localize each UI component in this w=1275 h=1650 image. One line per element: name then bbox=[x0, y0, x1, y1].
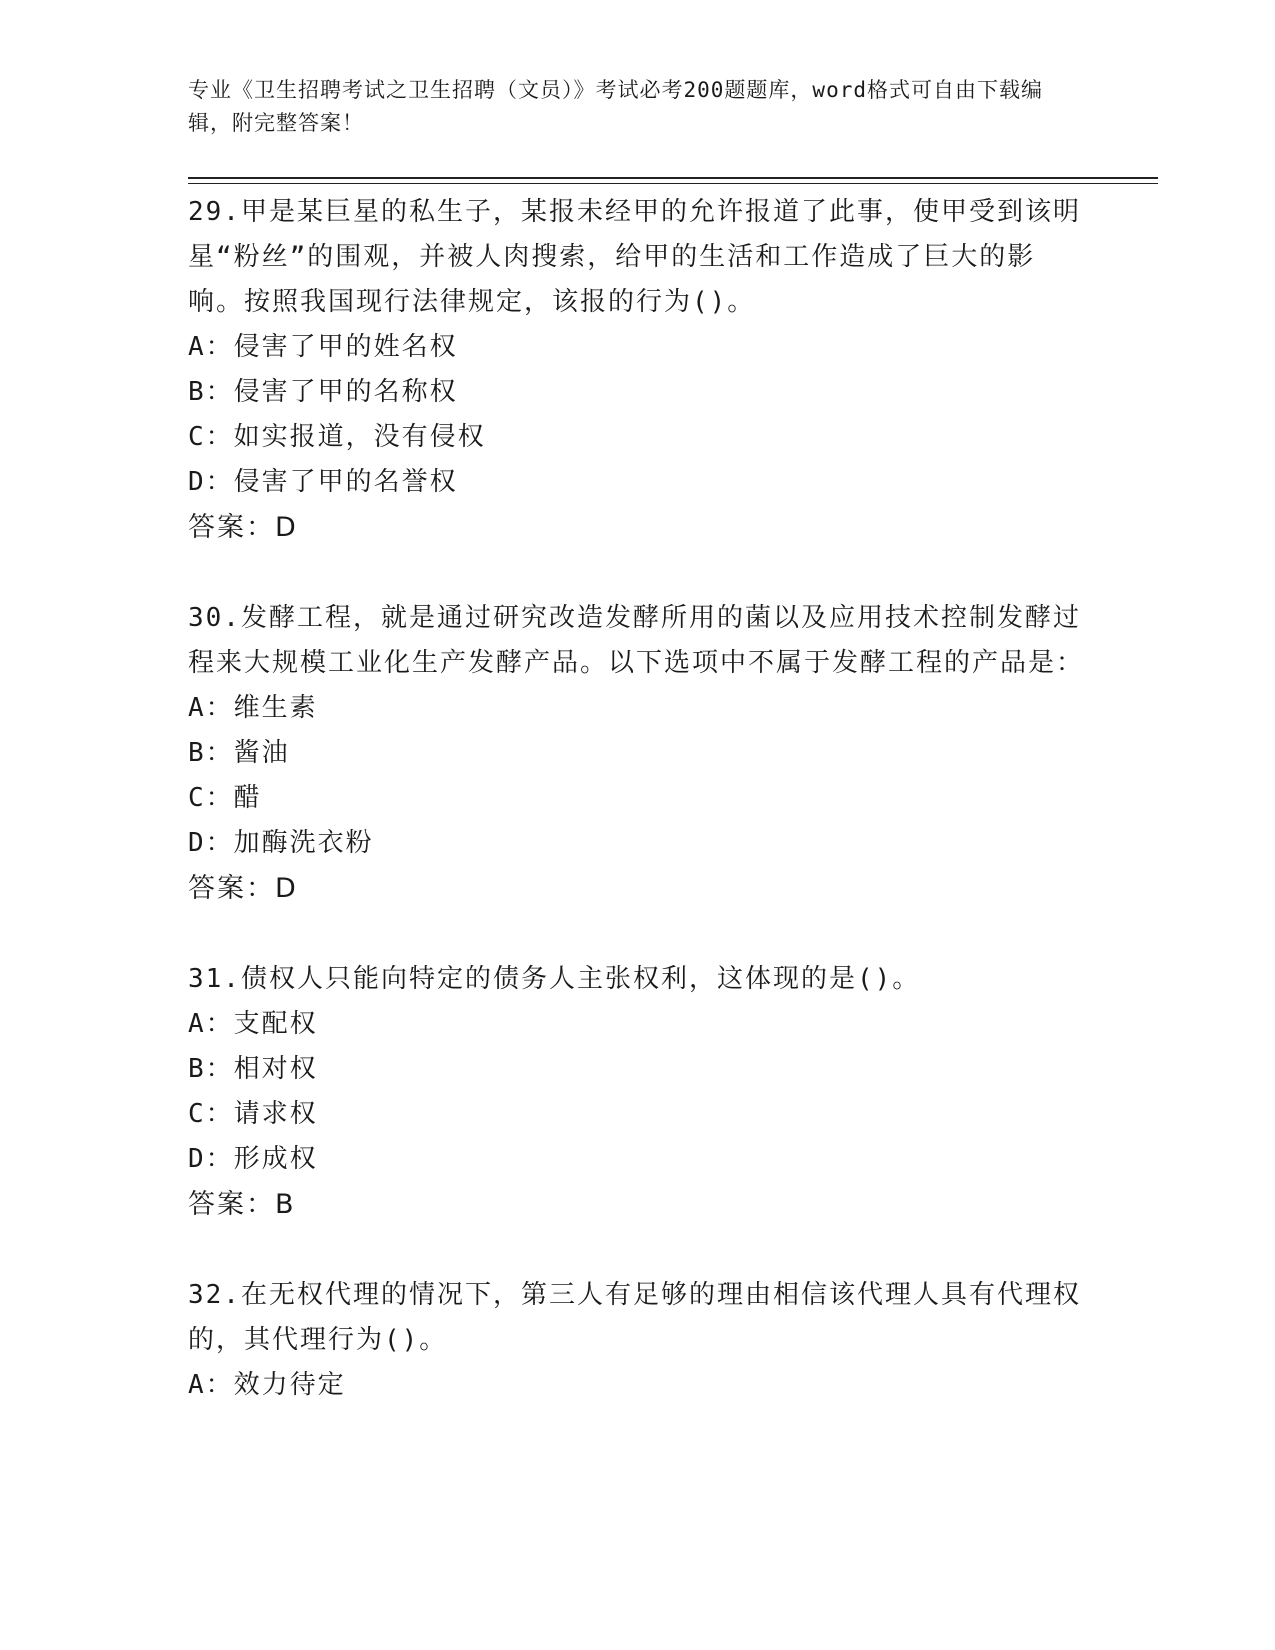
option-a: A：维生素 bbox=[188, 693, 318, 723]
answer-line: 答案：B bbox=[188, 1189, 296, 1220]
question-spacer bbox=[188, 911, 1088, 957]
question-31 bbox=[188, 957, 1088, 1227]
question-list bbox=[188, 190, 1088, 1408]
question-30 bbox=[188, 596, 1088, 911]
question-stem: 30.发酵工程，就是通过研究改造发酵所用的菌以及应用技术控制发酵过程来大规模工业化生产发酵产品。以下选项中不属于发酵工程的产品是： bbox=[188, 603, 1085, 678]
option-a: A：效力待定 bbox=[188, 1370, 346, 1400]
option-a: A：支配权 bbox=[188, 1009, 318, 1039]
answer-line: 答案：D bbox=[188, 512, 298, 543]
header-divider-thick bbox=[188, 177, 1158, 179]
header-divider-thin bbox=[188, 183, 1158, 184]
option-d: D：形成权 bbox=[188, 1144, 318, 1174]
option-b: B：相对权 bbox=[188, 1054, 318, 1084]
question-spacer bbox=[188, 1227, 1088, 1273]
document-header: 专业《卫生招聘考试之卫生招聘（文员）》考试必考200题题库，word格式可自由下载编辑，附完整答案！ bbox=[188, 78, 1043, 135]
question-stem: 32.在无权代理的情况下，第三人有足够的理由相信该代理人具有代理权的，其代理行为()。 bbox=[188, 1280, 1081, 1355]
option-b: B：酱油 bbox=[188, 738, 290, 768]
option-a: A：侵害了甲的姓名权 bbox=[188, 332, 458, 362]
option-d: D：加酶洗衣粉 bbox=[188, 828, 374, 858]
question-32 bbox=[188, 1273, 1088, 1408]
option-c: C：请求权 bbox=[188, 1099, 318, 1129]
option-b: B：侵害了甲的名称权 bbox=[188, 377, 458, 407]
option-d: D：侵害了甲的名誉权 bbox=[188, 467, 458, 497]
question-spacer bbox=[188, 550, 1088, 596]
question-stem: 31.债权人只能向特定的债务人主张权利，这体现的是()。 bbox=[188, 964, 921, 994]
question-29 bbox=[188, 190, 1088, 550]
option-c: C：如实报道，没有侵权 bbox=[188, 422, 486, 452]
option-c: C：醋 bbox=[188, 783, 262, 813]
answer-line: 答案：D bbox=[188, 873, 298, 904]
question-stem: 29.甲是某巨星的私生子，某报未经甲的允许报道了此事，使甲受到该明星“粉丝”的围观，并被人肉搜索，给甲的生活和工作造成了巨大的影响。按照我国现行法律规定，该报的行为()。 bbox=[188, 197, 1081, 317]
